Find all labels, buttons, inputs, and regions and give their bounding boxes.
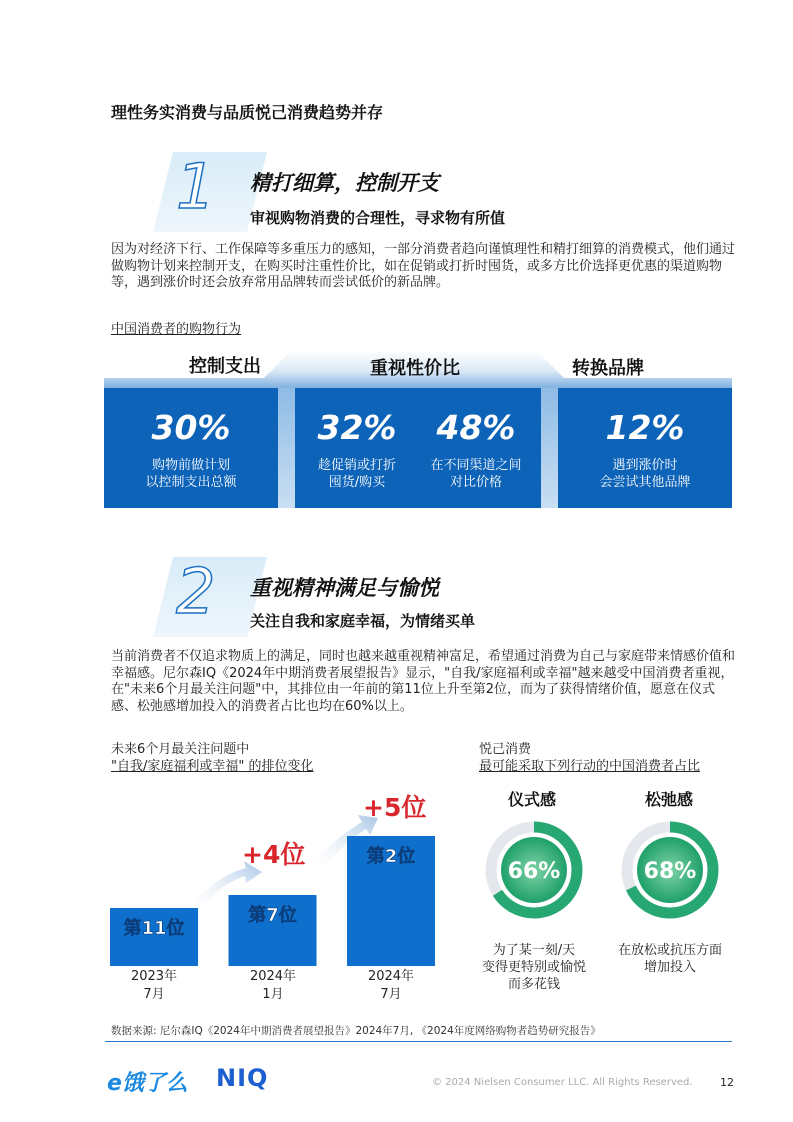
source-note: 数据来源: 尼尔森IQ《2024年中期消费者展望报告》2024年7月, 《2024年度网络购物者趋势研究报告》 <box>111 1025 601 1037</box>
stat-desc: 购物前做计划 以控制支出总额 <box>145 458 237 490</box>
donut-title: 松弛感 <box>644 790 693 809</box>
stat-value: 32% <box>317 408 397 447</box>
stat-desc: 趁促销或打折 囤货/购买 <box>317 458 396 490</box>
rank-chart-sublabel: "自我/家庭福利或幸福" 的排位变化 <box>111 759 314 774</box>
page-number: 12 <box>720 1076 734 1089</box>
category-label: 控制支出 <box>189 356 261 377</box>
x-axis-label: 2024年 7月 <box>367 969 415 1002</box>
stat-value: 12% <box>605 408 685 447</box>
chart-label: 中国消费者的购物行为 <box>111 322 242 337</box>
donut-chart <box>484 820 584 920</box>
rank-gain-label: +5位 <box>363 793 427 822</box>
x-axis-label: 2023年 7月 <box>130 969 178 1002</box>
rank-bar-label: 第11位 <box>123 918 185 939</box>
eleme-logo: e饿了么 <box>107 1071 188 1096</box>
x-axis-label: 2024年 1月 <box>249 969 297 1002</box>
section-title: 精打细算，控制开支 <box>250 171 439 195</box>
rank-chart-label: 未来6个月最关注问题中 <box>111 742 250 757</box>
divider-right <box>541 388 558 508</box>
stat-desc: 遇到涨价时 会尝试其他品牌 <box>599 458 691 490</box>
section-paragraph: 因为对经济下行、工作保障等多重压力的感知，一部分消费者趋向谨慎理性和精打细算的消费模式，他们通过做购物计划来控制开支，在购买时注重性价比，如在促销或打折时囤货，或多方比价选择更优惠的渠道购物等，遇到涨价时还会放弃常用品牌转而尝试低价的新品牌。 <box>111 242 736 290</box>
page-heading: 理性务实消费与品质悦己消费趋势并存 <box>111 103 384 122</box>
donut-title: 仪式感 <box>507 790 556 809</box>
stat-value: 48% <box>436 408 516 447</box>
section-subtitle: 关注自我和家庭幸福，为情绪买单 <box>250 612 476 630</box>
donut-desc: 在放松或抗压方面 增加投入 <box>617 943 722 975</box>
donut-desc: 为了某一刻/天 变得更特别或愉悦 而多花钱 <box>481 943 586 992</box>
stat-value: 30% <box>151 408 231 447</box>
footer-divider <box>105 1041 732 1042</box>
section-title: 重视精神满足与愉悦 <box>250 576 439 600</box>
divider-left <box>278 388 295 508</box>
category-label: 重视性价比 <box>370 358 460 379</box>
section-number: 1 <box>176 150 216 223</box>
category-label: 转换品牌 <box>572 358 644 379</box>
donut-value: 68% <box>643 859 697 884</box>
section-paragraph: 当前消费者不仅追求物质上的满足，同时也越来越重视精神富足，希望通过消费为自己与家庭带来情感价值和幸福感。尼尔森IQ《2024年中期消费者展望报告》显示，"自我/家庭福利或幸福"越来越受中国消费者重视，在"未来6个月最关注问题"中，其排位由一年前的第11位上升至第2位，而为了获得情绪价值，愿意在仪式感、松弛感增加投入的消费者占比也均在60%以上。 <box>111 649 736 714</box>
rank-bar-label: 第2位 <box>366 846 416 867</box>
donut-chart-label: 悦己消费 <box>479 742 532 757</box>
niq-logo: NIQ <box>216 1064 269 1092</box>
stat-desc: 在不同渠道之间 对比价格 <box>430 458 522 490</box>
section-subtitle: 审视购物消费的合理性，寻求物有所值 <box>250 209 506 227</box>
donut-chart <box>620 820 720 920</box>
rank-bar-label: 第7位 <box>248 905 297 926</box>
copyright: © 2024 Nielsen Consumer LLC. All Rights Reserved. <box>432 1077 693 1088</box>
donut-value: 66% <box>507 859 561 884</box>
rank-gain-label: +4位 <box>242 840 306 869</box>
donut-chart-sublabel: 最可能采取下列行动的中国消费者占比 <box>479 759 701 774</box>
section-number: 2 <box>176 555 216 628</box>
